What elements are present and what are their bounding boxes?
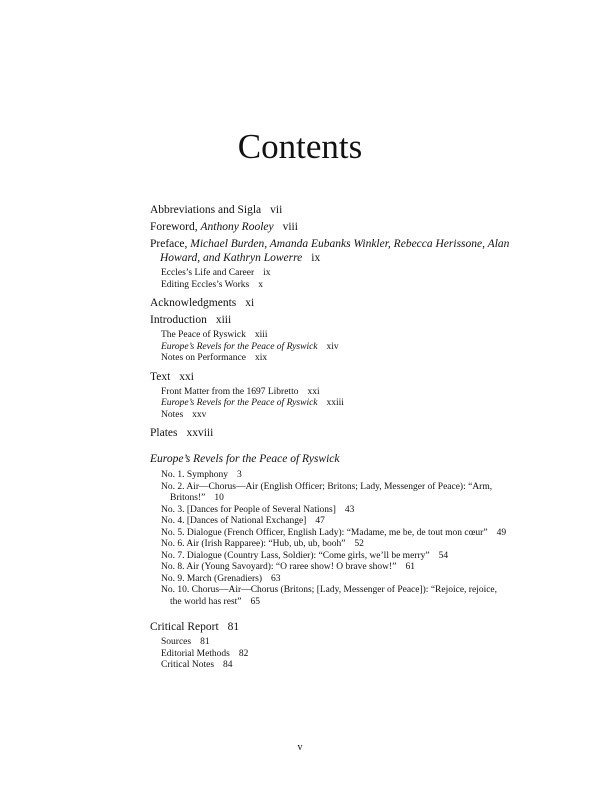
toc-page-number: 81 bbox=[200, 637, 210, 647]
toc-page-number: 63 bbox=[271, 573, 281, 584]
toc-subentry[interactable] bbox=[150, 342, 510, 354]
toc-page-number: 49 bbox=[496, 527, 507, 538]
toc-subentry-label: Editing Eccles’s Works bbox=[161, 279, 250, 290]
toc-subentry[interactable] bbox=[150, 660, 510, 672]
page-number: v bbox=[297, 742, 303, 753]
toc-subentry[interactable] bbox=[150, 353, 510, 365]
toc-entry-preface[interactable] bbox=[150, 237, 510, 265]
toc-entry-label: Acknowledgments bbox=[150, 297, 237, 309]
toc-page-number: xxviii bbox=[186, 427, 214, 439]
work-item[interactable] bbox=[150, 585, 510, 608]
toc-page-number: 3 bbox=[237, 470, 242, 480]
toc-subentry[interactable] bbox=[150, 649, 510, 661]
toc-entry-abbreviations[interactable] bbox=[150, 203, 510, 217]
toc-subentry[interactable] bbox=[150, 330, 510, 342]
work-item-label: No. 2. Air—Chorus—Air (English Officer; Britons; Lady, Messenger of Peace): “Arm, Britons!” bbox=[161, 481, 493, 503]
toc-page-number: 65 bbox=[250, 596, 260, 607]
work-item-label: No. 1. Symphony bbox=[161, 470, 229, 480]
toc-subentry[interactable] bbox=[150, 280, 510, 292]
toc-page-number: 84 bbox=[223, 660, 233, 670]
toc-page-number: xiii bbox=[254, 330, 268, 340]
toc-entry-label: Introduction bbox=[150, 314, 207, 326]
toc-subentry-label: The Peace of Ryswick bbox=[161, 330, 246, 340]
work-item-label: No. 4. [Dances of National Exchange] bbox=[161, 516, 307, 526]
work-item[interactable] bbox=[150, 551, 510, 563]
toc-page-number: 61 bbox=[405, 562, 415, 572]
toc-page-number: 54 bbox=[438, 550, 449, 561]
work-item-label: No. 10. Chorus—Air—Chorus (Britons; [Lady, Messenger of Peace]): “Rejoice, rejoice, the world has rest” bbox=[161, 585, 498, 607]
toc-page-number: viii bbox=[282, 221, 298, 233]
toc-entry-acknowledgments[interactable] bbox=[150, 296, 510, 310]
work-item[interactable] bbox=[150, 505, 510, 517]
toc-page-number: xix bbox=[254, 353, 268, 363]
toc-subentry[interactable] bbox=[150, 387, 510, 399]
toc-page-number: xiii bbox=[215, 314, 232, 326]
toc-page-number: xxv bbox=[192, 409, 207, 420]
toc-subentry-label: Europe’s Revels for the Peace of Ryswick bbox=[161, 341, 318, 352]
toc-page-number: vii bbox=[270, 204, 283, 216]
toc-entry-text[interactable] bbox=[150, 370, 510, 384]
toc-subentry-label: Front Matter from the 1697 Libretto bbox=[161, 386, 299, 397]
toc-page-number: xxi bbox=[307, 386, 320, 397]
toc-entry-label: Plates bbox=[150, 427, 178, 439]
page-title: Contents bbox=[237, 127, 363, 166]
toc-page-number: 82 bbox=[238, 648, 249, 659]
toc-entry-label: Foreword, bbox=[150, 221, 201, 233]
toc-page-number: xi bbox=[245, 297, 255, 309]
table-of-contents bbox=[150, 203, 510, 672]
toc-entry-label: Critical Report bbox=[150, 621, 219, 633]
toc-subentry[interactable] bbox=[150, 410, 510, 422]
toc-page-number: 43 bbox=[344, 504, 355, 515]
toc-entry-label: Abbreviations and Sigla bbox=[150, 204, 262, 216]
toc-page-number: x bbox=[258, 279, 263, 290]
toc-subentry-label: Editorial Methods bbox=[161, 648, 230, 659]
toc-page-number: 47 bbox=[315, 516, 325, 526]
toc-entry-introduction[interactable] bbox=[150, 313, 510, 327]
work-item[interactable] bbox=[150, 539, 510, 551]
work-item[interactable] bbox=[150, 562, 510, 574]
toc-page-number: 10 bbox=[214, 493, 224, 503]
toc-subentry[interactable] bbox=[150, 268, 510, 280]
work-item[interactable] bbox=[150, 528, 510, 540]
work-item-label: No. 8. Air (Young Savoyard): “O raree show! O brave show!” bbox=[161, 562, 397, 572]
toc-entry-author: Anthony Rooley bbox=[200, 221, 274, 233]
toc-page-number: xxi bbox=[179, 370, 194, 383]
toc-entry-label: Preface, bbox=[150, 238, 191, 250]
toc-subentry[interactable] bbox=[150, 637, 510, 649]
toc-subentry-label: Sources bbox=[161, 637, 192, 647]
work-item-label: No. 9. March (Grenadiers) bbox=[161, 573, 263, 584]
toc-page-number: ix bbox=[263, 268, 271, 278]
work-item-label: No. 6. Air (Irish Rapparee): “Hub, ub, ub, booh” bbox=[161, 539, 346, 549]
spacer bbox=[150, 608, 510, 620]
toc-page-number: xiv bbox=[326, 341, 339, 352]
toc-subentry-label: Europe’s Revels for the Peace of Ryswick bbox=[161, 398, 318, 408]
toc-subentry-label: Notes on Performance bbox=[161, 353, 246, 363]
toc-subentry-label: Notes bbox=[161, 409, 184, 420]
toc-entry-critical-report[interactable] bbox=[150, 620, 510, 634]
toc-page-number: 81 bbox=[227, 621, 240, 633]
work-item[interactable] bbox=[150, 470, 510, 482]
toc-entry-plates[interactable] bbox=[150, 426, 510, 440]
toc-subentry-label: Critical Notes bbox=[161, 660, 215, 670]
toc-page-number: xxiii bbox=[326, 398, 344, 408]
toc-entry-foreword[interactable] bbox=[150, 220, 510, 234]
toc-page-number: 52 bbox=[354, 539, 364, 549]
work-section-title: Europe’s Revels for the Peace of Ryswick bbox=[150, 453, 340, 465]
work-item[interactable] bbox=[150, 482, 510, 505]
work-item-label: No. 5. Dialogue (French Officer, English Lady): “Madame, me be, de tout mon cœur” bbox=[161, 527, 488, 538]
toc-page-number: ix bbox=[311, 252, 321, 264]
toc-subentry[interactable] bbox=[150, 398, 510, 410]
toc-subentry-label: Eccles’s Life and Career bbox=[161, 268, 255, 278]
work-item-label: No. 7. Dialogue (Country Lass, Soldier): “Come girls, we’ll be merry” bbox=[161, 550, 430, 561]
work-item-label: No. 3. [Dances for People of Several Nations] bbox=[161, 504, 336, 515]
work-item[interactable] bbox=[150, 516, 510, 528]
work-item-list bbox=[150, 470, 510, 608]
toc-entry-authors: Michael Burden, Amanda Eubanks Winkler, Rebecca Herissone, Alan Howard, and Kathryn Lowerre bbox=[160, 238, 510, 264]
work-item[interactable] bbox=[150, 574, 510, 586]
toc-entry-label: Text bbox=[150, 370, 171, 383]
